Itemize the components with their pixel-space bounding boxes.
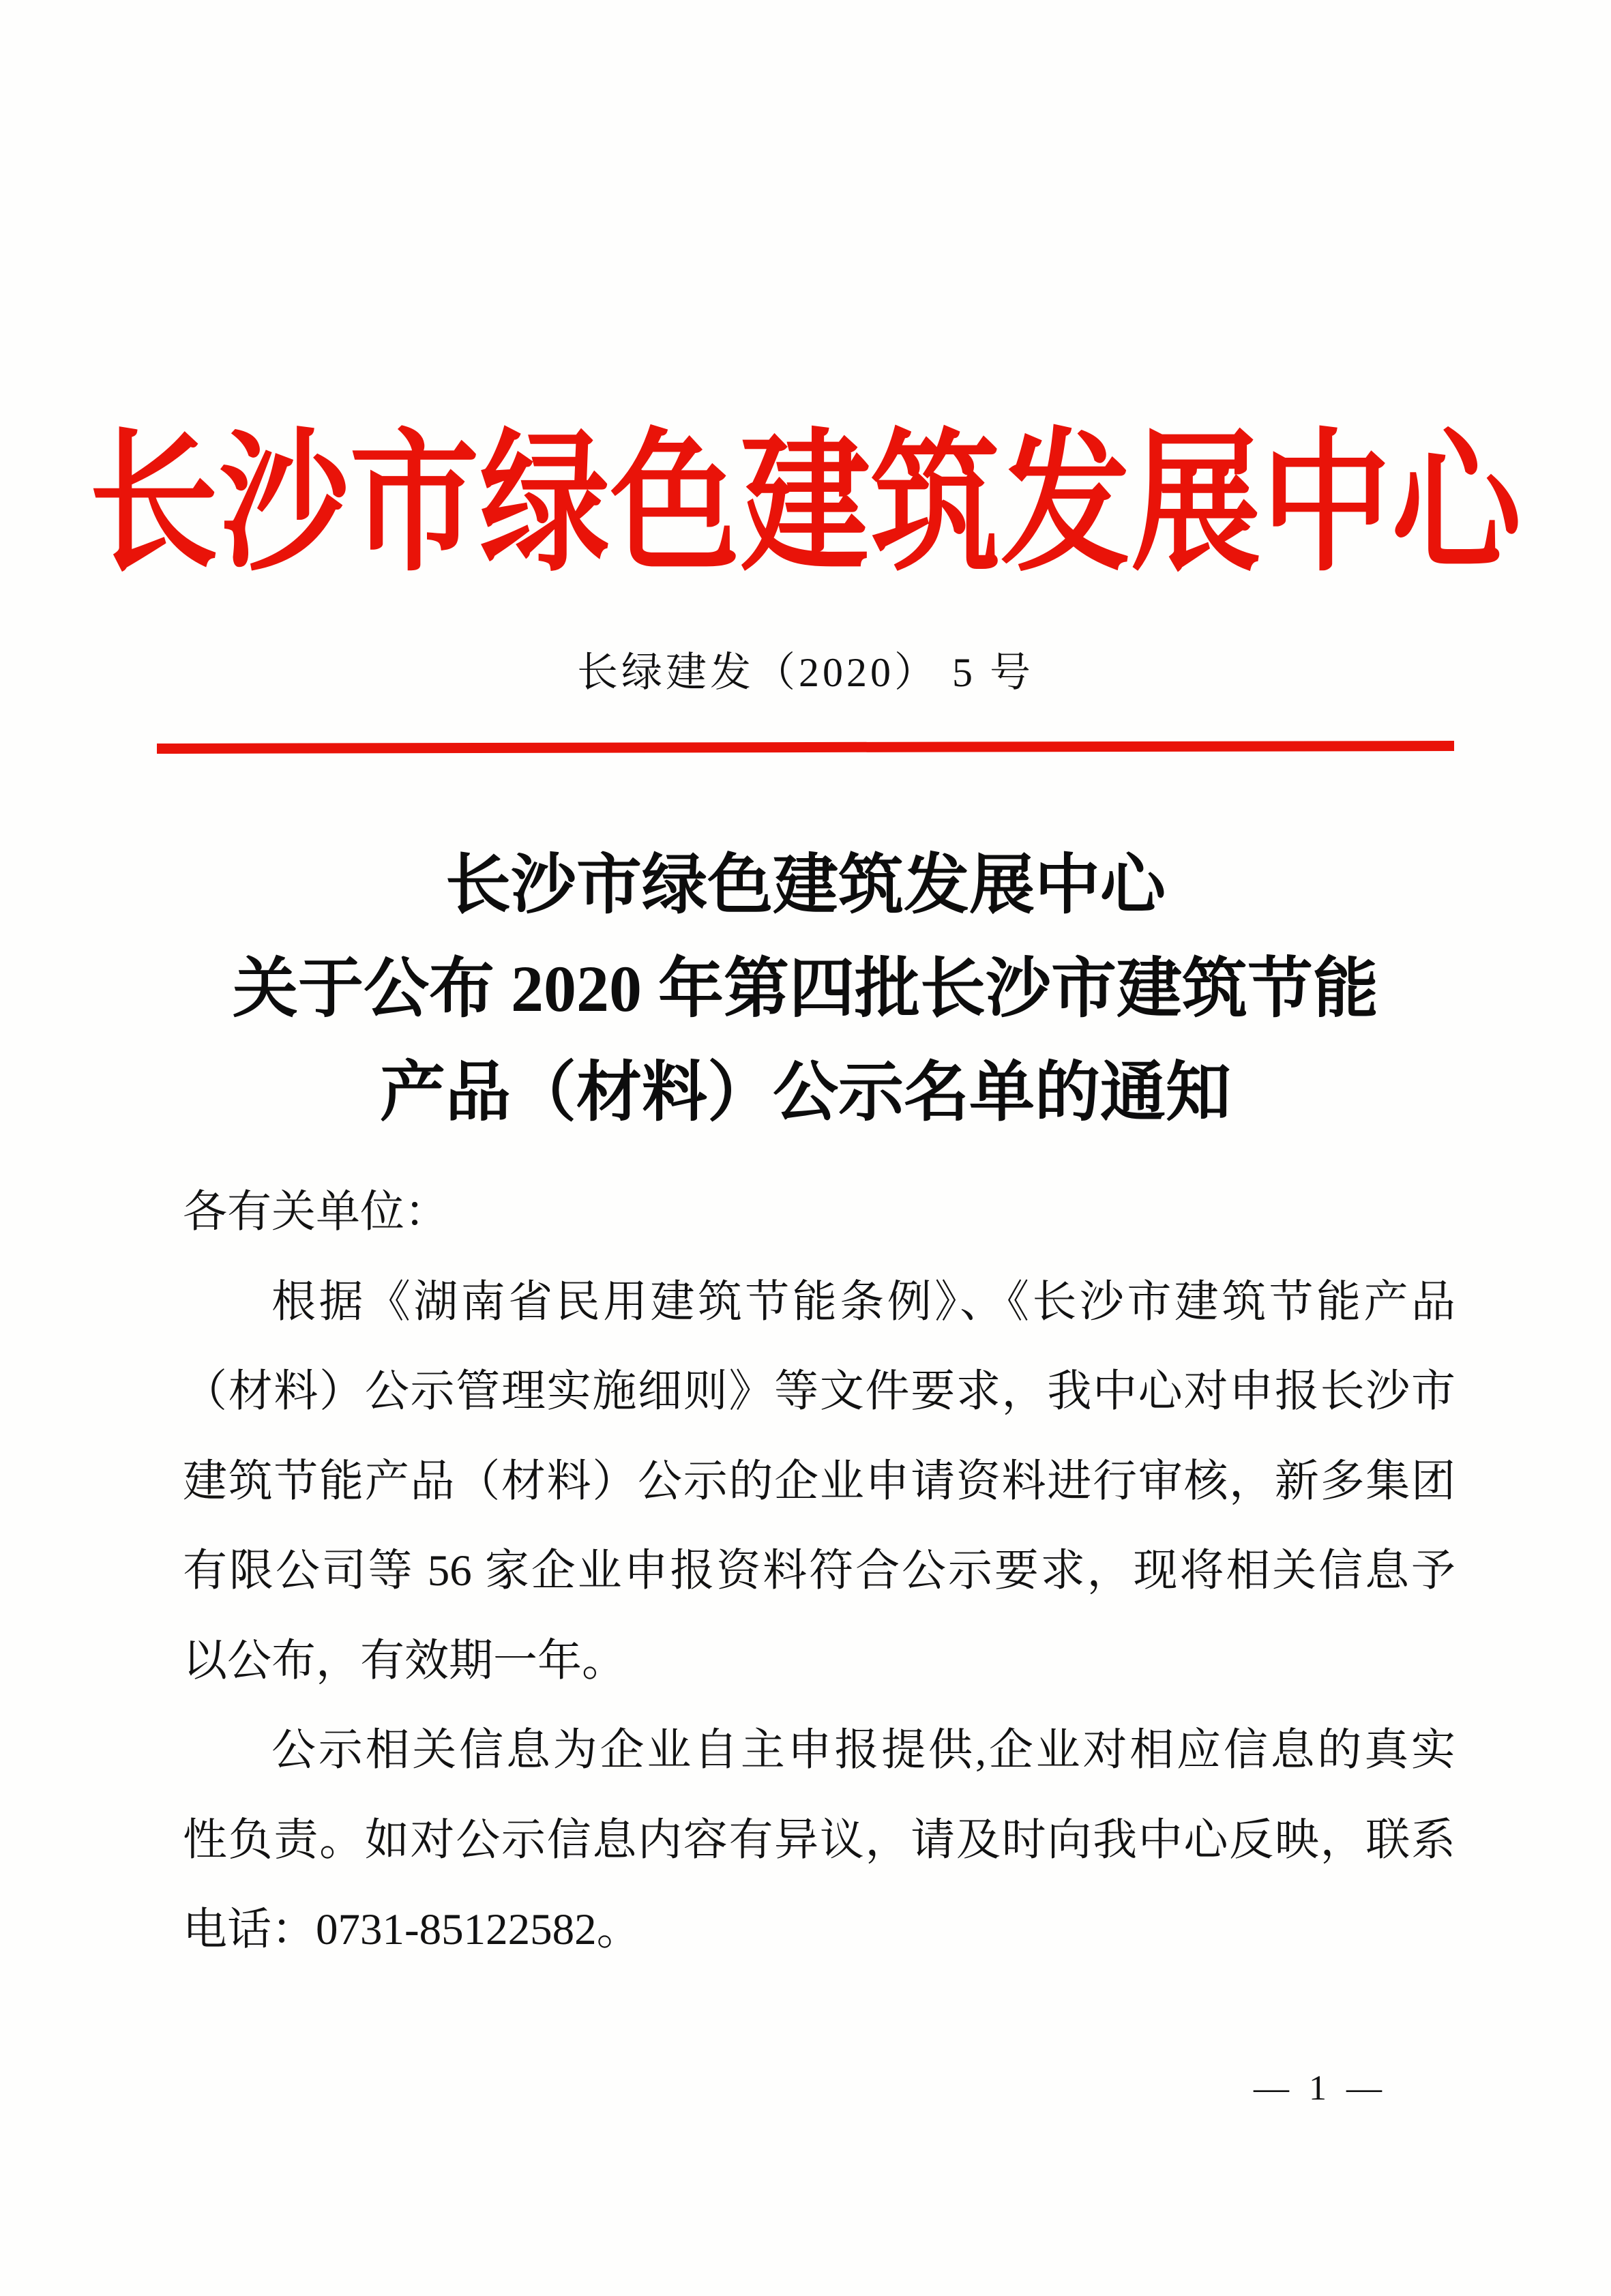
body-line: 根据《湖南省民用建筑节能条例》、《长沙市建筑节能产品 [271,1277,1455,1327]
body-line-phone: 电话：0731-85122582。 [183,1905,641,1954]
body-line: 公示相关信息为企业自主申报提供,企业对相应信息的真实 [271,1726,1455,1775]
document-body [183,1168,1455,1975]
document-number: 长绿建发（2020） 5 号 [577,650,1034,695]
body-line: 以公布，有效期一年。 [183,1636,627,1686]
letterhead-org-name: 长沙市绿色建筑发展中心 [89,421,1522,590]
body-line: 有限公司等 56 家企业申报资料符合公示要求，现将相关信息予 [183,1546,1455,1595]
body-line: 性负责。如对公示信息内容有异议，请及时向我中心反映，联系 [183,1815,1455,1865]
salutation: 各有关单位： [183,1188,449,1237]
page-number: — 1 — [1254,2069,1387,2108]
document-title [0,834,1611,1145]
document-title-line-1: 长沙市绿色建筑发展中心 [445,849,1166,922]
body-line: 建筑节能产品（材料）公示的企业申请资料进行审核，新多集团 [183,1456,1455,1506]
document-title-line-3: 产品（材料）公示名单的通知 [380,1056,1231,1129]
letterhead-divider-rule [157,741,1454,754]
document-title-line-2: 关于公布 2020 年第四批长沙市建筑节能 [233,952,1378,1025]
body-line: （材料）公示管理实施细则》等文件要求，我中心对申报长沙市 [183,1367,1455,1416]
